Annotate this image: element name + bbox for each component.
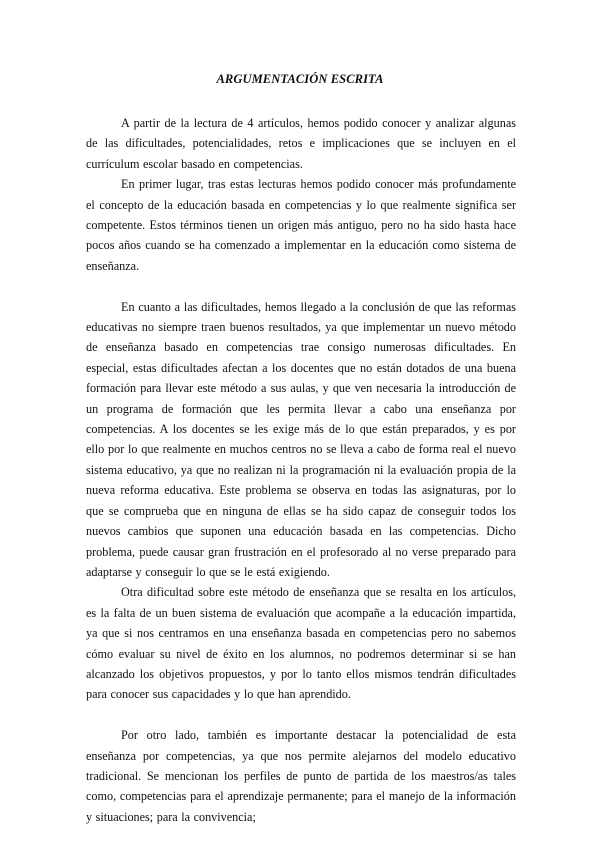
paragraph-dificultades: En cuanto a las dificultades, hemos llegado a la conclusión de que las reformas educativas no siempre traen buenos resultados, ya que implementar un nuevo método de enseñanza basado en competencias trae consigo numerosas dificultades. En especial, estas dificultades afectan a los docentes que no están dotados de una buena formación para llevar este método a sus aulas, y que ven necesaria la introducción de un programa de formación que les permita llevar a cabo una enseñanza por competencias. A los docentes se les exige más de lo que están preparados, y es por ello por lo que realmente en muchos centros no se lleva a cabo de forma real el nuevo sistema educativo, ya que no realizan ni la programación ni la evaluación propia de la nueva reforma educativa. Este problema se observa en todas las asignaturas, por lo que se comprueba que en ninguna de ellas se ha sido capaz de conseguir todos los nuevos cambios que suponen una educación basada en las competencias. Dicho problema, puede causar gran frustración en el profesorado al no verse preparado para adaptarse y conseguir lo que se le está exigiendo. xyxy=(86,299,516,579)
paragraph-primer-lugar: En primer lugar, tras estas lecturas hemos podido conocer más profundamente el concepto de la educación basada en competencias y lo que realmente significa ser competente. Estos términos tienen un origen más antiguo, pero no ha sido hasta hace pocos años cuando se ha comenzado a implementar en la educación como sistema de enseñanza. xyxy=(86,177,516,273)
paragraph-otra-dificultad: Otra dificultad sobre este método de enseñanza que se resalta en los artículos, es la falta de un buen sistema de evaluación que acompañe a la educación impartida, ya que si nos centramos en una enseñanza basada en competencias pero no sabemos cómo evaluar su nivel de éxito en los alumnos, no podremos determinar si se han alcanzado los objetivos propuestos, y por lo tanto ellos mismos tendrán dificultades para conocer sus capacidades y lo que han aprendido. xyxy=(86,585,516,702)
document-title: ARGUMENTACIÓN ESCRITA xyxy=(216,72,384,86)
paragraph-potencialidad: Por otro lado, también es importante destacar la potencialidad de esta enseñanza por competencias, ya que nos permite alejarnos del modelo educativo tradicional. Se mencionan los perfiles de punto de partida de los maestros/as tales como, competencias para el aprendizaje permanente; para el manejo de la información y situaciones; para la convivencia; xyxy=(86,728,516,824)
paragraph-introduction: A partir de la lectura de 4 artículos, hemos podido conocer y analizar algunas de las dificultades, potencialidades, retos e implicaciones que se incluyen en el currículum escolar basado en competencias. xyxy=(86,116,516,171)
document-body xyxy=(86,113,516,827)
